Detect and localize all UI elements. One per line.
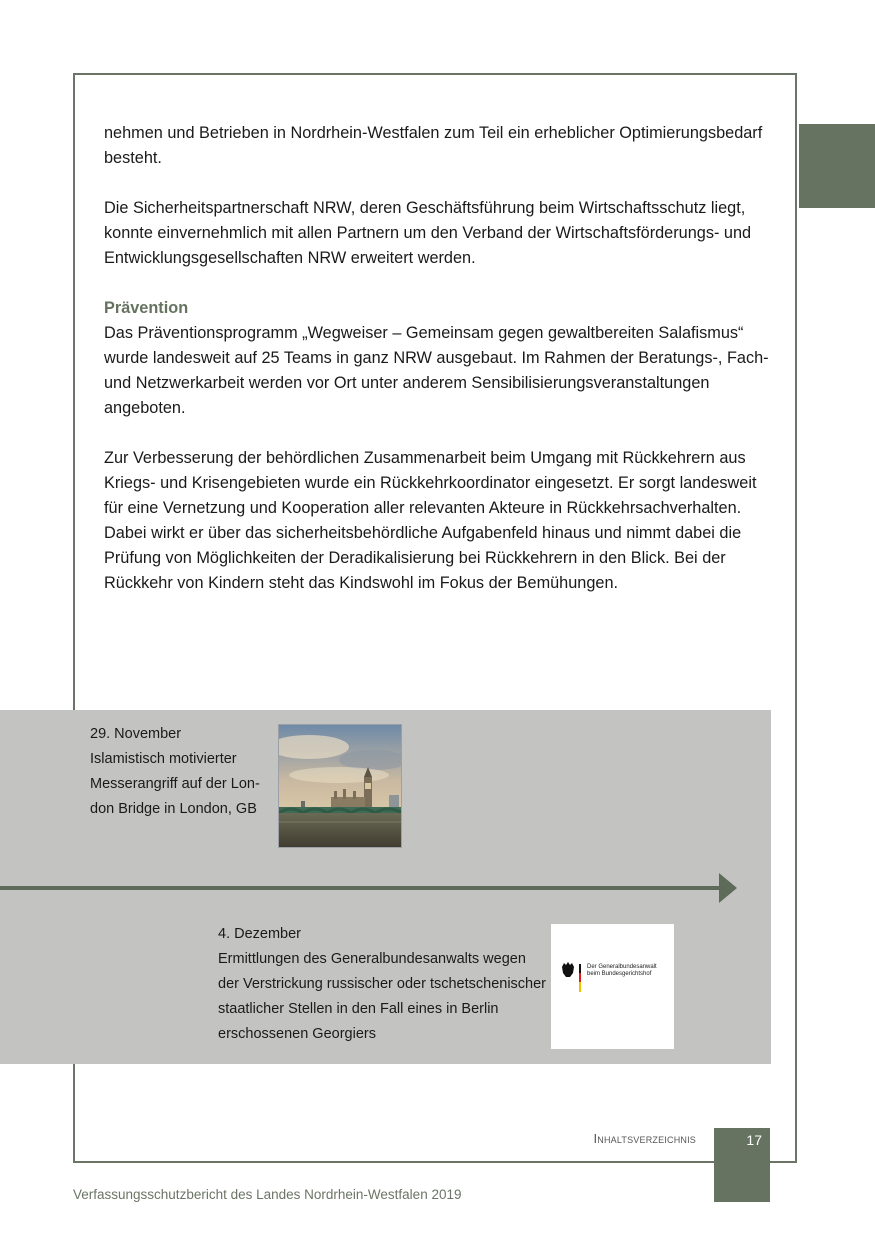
event-date: 29. November [90,726,182,742]
timeline-event-1 [90,722,272,822]
paragraph: nehmen und Betrieben in Nordrhein-Westfalen zum Teil ein erheblicher Optimierungsbedarf besteht. [104,124,763,167]
federal-eagle-logo-icon [551,924,674,1049]
page-number: 17 [746,1132,762,1148]
westminster-image [279,725,402,848]
table-of-contents-link[interactable]: Inhaltsverzeichnis [593,1131,696,1146]
event-description: Ermittlungen des Generalbundesanwalts wegen der Verstrickung russischer oder tschetschenischer staatlicher Stellen in den Fall eines in Berlin erschossenen Georgiers [218,951,547,1042]
paragraph: Die Sicherheitspartnerschaft NRW, deren Geschäftsführung beim Wirtschaftsschutz liegt, konnte einvernehmlich mit allen Partnern um den Verband der Wirtschaftsförderungs- und Entwicklungsgesellschaften NRW erweitert werden. [104,199,752,267]
section-heading: Prävention [104,299,189,317]
timeline-event-2 [218,922,548,1047]
timeline-line [0,886,722,890]
page-number-box [714,1128,770,1202]
timeline-band [0,710,771,1064]
logo-text: beim Bundesgerichtshof [587,971,652,977]
generalbundesanwalt-logo [551,924,674,1049]
chapter-tab [799,124,875,208]
paragraph: Das Präventionsprogramm „Wegweiser – Gemeinsam gegen gewaltbereiten Salafismus“ wurde landesweit auf 25 Teams in ganz NRW ausgebaut. Im Rahmen der Beratungs-, Fach- und Netzwerkarbeit werden vor Ort unter anderem Sensibilisierungsveranstaltungen angeboten. [104,324,769,417]
main-text [104,121,769,621]
event-date: 4. Dezember [218,926,302,942]
timeline-arrow-icon [719,873,737,903]
paragraph: Zur Verbesserung der behördlichen Zusammenarbeit beim Umgang mit Rückkehrern aus Kriegs- und Krisengebieten wurde ein Rückkehrkoordinator eingesetzt. Er sorgt landesweit für eine Vernetzung und Kooperation aller relevanten Akteure in Rückkehrsachverhalten. Dabei wirkt er über das sicherheitsbehördliche Aufgabenfeld hinaus und nimmt dabei die Prüfung von Möglichkeiten der Deradikalisierung bei Rückkehrern in den Blick. Bei der Rückkehr von Kindern steht das Kindswohl im Fokus der Bemühungen. [104,449,757,592]
logo-text: Der Generalbundesanwalt [587,964,657,970]
publication-title: Verfassungsschutzbericht des Landes Nordrhein-Westfalen 2019 [73,1187,462,1202]
london-bridge-photo [278,724,402,848]
event-description: Islamistisch motivierter Messerangriff auf der London Bridge in London, GB [90,751,260,817]
